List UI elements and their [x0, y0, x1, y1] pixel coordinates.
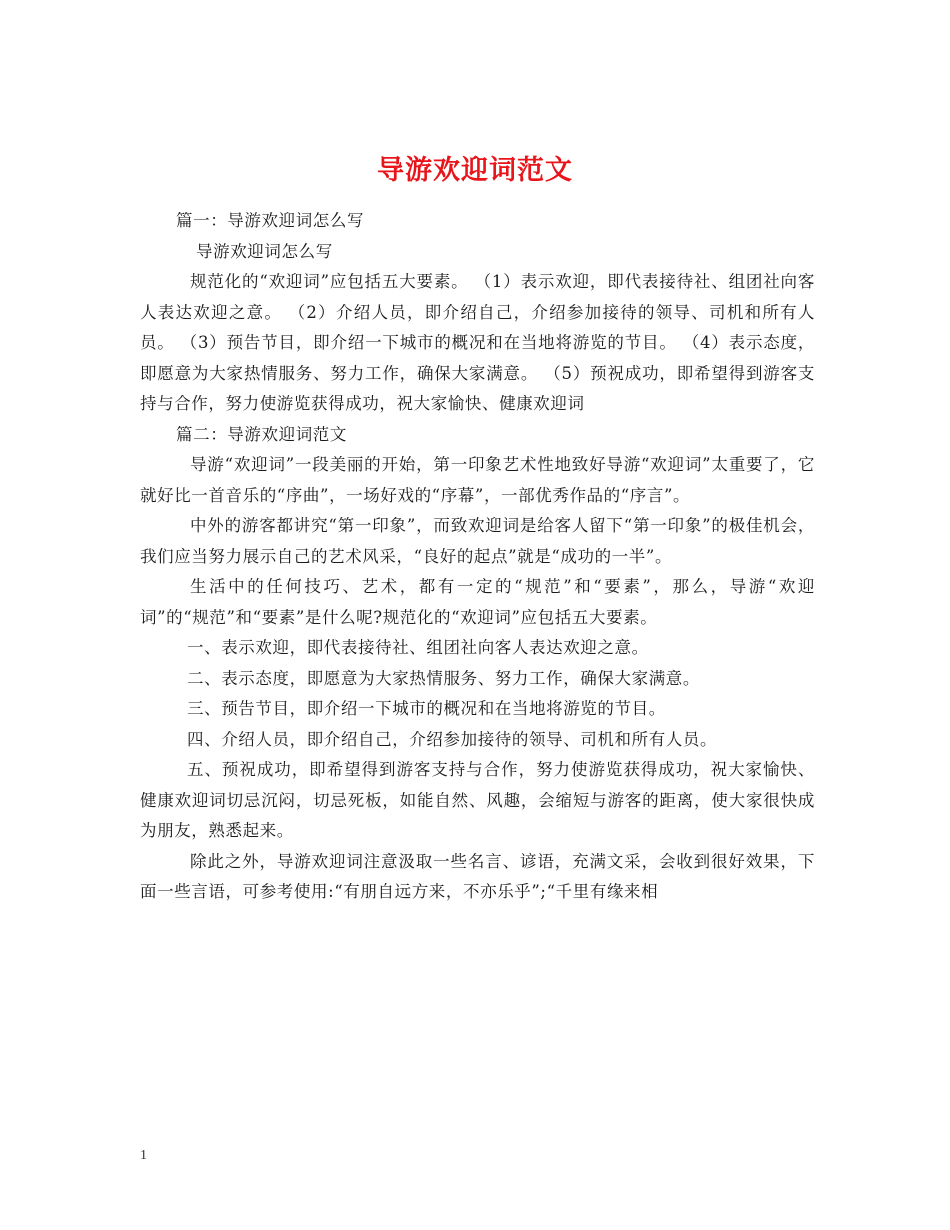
- list-item: 二、表示态度，即愿意为大家热情服务、努力工作，确保大家满意。: [187, 668, 700, 688]
- paragraph: 导游“欢迎词”一段美丽的开始，第一印象艺术性地致好导游“欢迎词”太重要了，它就好比一首音乐的“序曲”，一场好戏的“序幕”，一部优秀作品的“序言”。: [140, 455, 815, 505]
- section-heading-2: 篇二：导游欢迎词范文: [176, 424, 347, 444]
- paragraph: 规范化的“欢迎词”应包括五大要素。 （1）表示欢迎，即代表接待社、组团社向客人表达欢迎之意。 （2）介绍人员，即介绍自己，介绍参加接待的领导、司机和所有人员。 （3）预告节目，即介绍一下城市的概况和在当地将游览的节目。 （4）表示态度，即愿意为大家热情服务、努力工作，确保大家满意。 （5）预祝成功，即希望得到游客支持与合作，努力使游览获得成功，祝大家愉快、健康欢迎词: [140, 272, 815, 413]
- paragraph: 中外的游客都讲究“第一印象”，而致欢迎词是给客人留下“第一印象”的极佳机会，我们应当努力展示自己的艺术风采，“良好的起点”就是“成功的一半”。: [140, 516, 815, 566]
- list-item: 一、表示欢迎，即代表接待社、组团社向客人表达欢迎之意。: [187, 638, 649, 657]
- list-item: 三、预告节目，即介绍一下城市的概况和在当地将游览的节目。: [187, 699, 666, 718]
- document-title: 导游欢迎词范文: [377, 155, 573, 187]
- section-heading-1: 篇一：导游欢迎词怎么写: [176, 211, 365, 230]
- section-subheading-1: 导游欢迎词怎么写: [196, 241, 333, 261]
- paragraph: 除此之外，导游欢迎词注意汲取一些名言、谚语，充满文采，会收到很好效果，下面一些言语，可参考使用:“有朋自远方来，不亦乐乎”;“千里有缘来相: [140, 851, 815, 901]
- list-item: 五、预祝成功，即希望得到游客支持与合作，努力使游览获得成功，祝大家愉快、健康欢迎词切忌沉闷，切忌死板，如能自然、风趣，会缩短与游客的距离，使大家很快成为朋友，熟悉起来。: [140, 760, 815, 840]
- paragraph: 生活中的任何技巧、艺术，都有一定的“规范”和“要素”，那么，导游“欢迎词”的“规范”和“要素”是什么呢?规范化的“欢迎词”应包括五大要素。: [140, 577, 815, 627]
- list-item: 四、介绍人员，即介绍自己，介绍参加接待的领导、司机和所有人员。: [187, 729, 718, 749]
- page-number: 1: [140, 1148, 147, 1163]
- document-body: [140, 206, 815, 908]
